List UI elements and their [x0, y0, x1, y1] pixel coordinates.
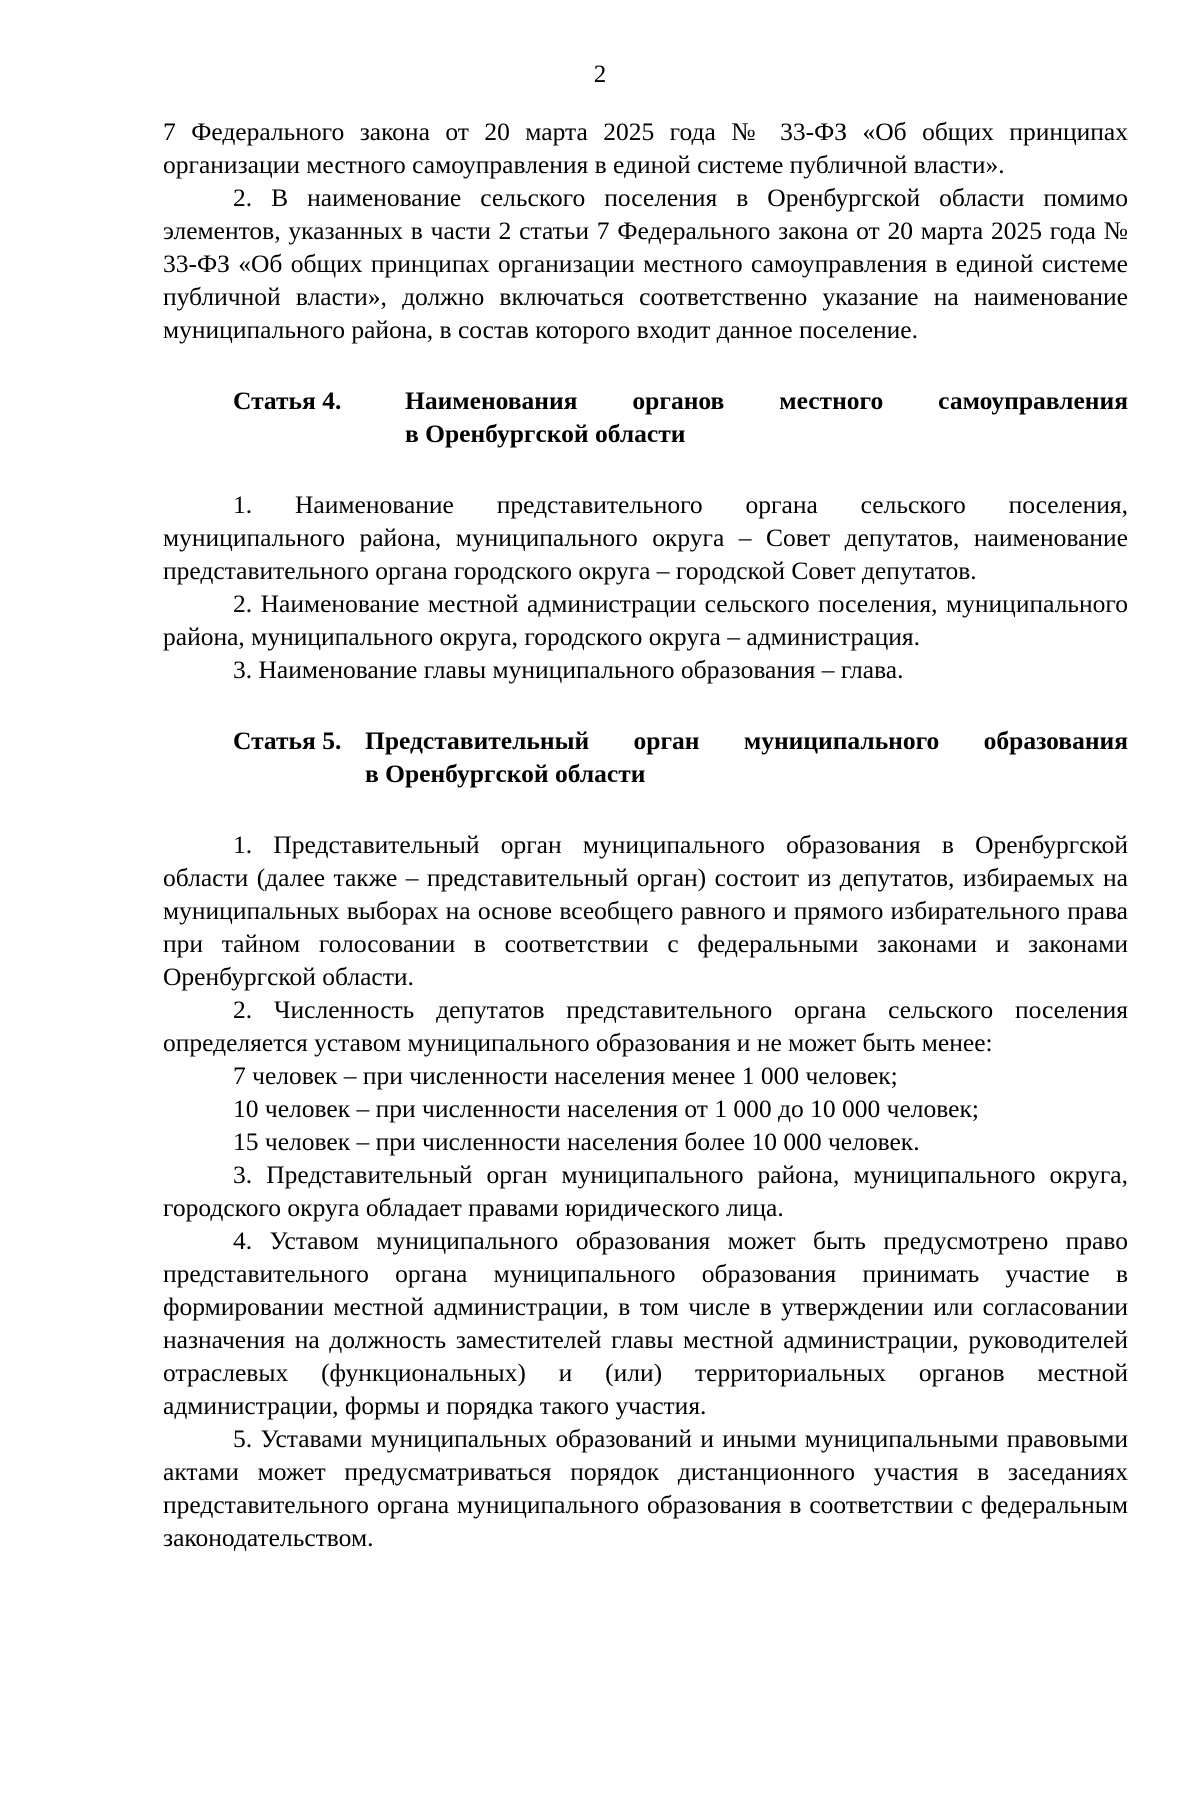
article-5-list-item-3: 15 человек – при численности населения более 10 000 человек.: [233, 1127, 920, 1156]
article-5-list-item-2: 10 человек – при численности населения от 1 000 до 10 000 человек;: [233, 1094, 979, 1123]
article-5-paragraph-1: 1. Представительный орган муниципального образования в Оренбургской области (далее также – представительный орган) состоит из депутатов, избираемых на муниципальных выборах на основе всеобщего равного и прямого избирательного права при тайном голосовании в соответствии с федеральными законами и законами Оренбургской области.: [163, 830, 1128, 991]
article-4-title: [405, 384, 1128, 450]
article-4-paragraph-2: 2. Наименование местной администрации сельского поселения, муниципального района, муниципального округа, городского округа – администрация.: [163, 589, 1128, 651]
intro-paragraph-continuation: 7 Федерального закона от 20 марта 2025 года № 33-ФЗ «Об общих принципах организации местного самоуправления в единой системе публичной власти».: [163, 117, 1128, 179]
article-5-paragraph-4: 4. Уставом муниципального образования может быть предусмотрено право представительного органа муниципального образования принимать участие в формировании местной администрации, в том числе в утверждении или согласовании назначения на должность заместителей главы местной администрации, руководителей отраслевых (функциональных) и (или) территориальных органов местной администрации, формы и порядка такого участия.: [163, 1226, 1128, 1420]
article-4-title-line-1: Наименования органов местного самоуправления: [405, 386, 1128, 415]
article-5-list-item-1: 7 человек – при численности населения менее 1 000 человек;: [233, 1061, 898, 1090]
document-body: [163, 115, 1128, 1554]
article-5-title-line-1: Представительный орган муниципального образования: [365, 726, 1128, 755]
article-5-label: Статья 5.: [233, 726, 342, 755]
article-5-paragraph-5: 5. Уставами муниципальных образований и иными муниципальными правовыми актами может предусматриваться порядок дистанционного участия в заседаниях представительного органа муниципального образования в соответствии с федеральным законодательством.: [163, 1424, 1128, 1552]
article-4-paragraph-3: 3. Наименование главы муниципального образования – глава.: [233, 655, 904, 684]
intro-paragraph-2: 2. В наименование сельского поселения в Оренбургской области помимо элементов, указанных в части 2 статьи 7 Федерального закона от 20 марта 2025 года № 33-ФЗ «Об общих принципах организации местного самоуправления в единой системе публичной власти», должно включаться соответственно указание на наименование муниципального района, в состав которого входит данное поселение.: [163, 183, 1128, 344]
article-4-label: Статья 4.: [233, 386, 342, 415]
article-5-paragraph-2: 2. Численность депутатов представительного органа сельского поселения определяется уставом муниципального образования и не может быть менее:: [163, 995, 1128, 1057]
article-5-title: [365, 724, 1128, 790]
article-5-heading: [163, 724, 1128, 790]
article-5-title-line-2: в Оренбургской области: [365, 759, 646, 788]
page-number: 2: [593, 61, 607, 88]
article-4-title-line-2: в Оренбургской области: [405, 419, 686, 448]
article-5-paragraph-3: 3. Представительный орган муниципального района, муниципального округа, городского округа обладает правами юридического лица.: [163, 1160, 1128, 1222]
article-4-paragraph-1: 1. Наименование представительного органа сельского поселения, муниципального района, муниципального округа – Совет депутатов, наименование представительного органа городского округа – городской Совет депутатов.: [163, 490, 1128, 585]
article-4-heading: [163, 384, 1128, 450]
